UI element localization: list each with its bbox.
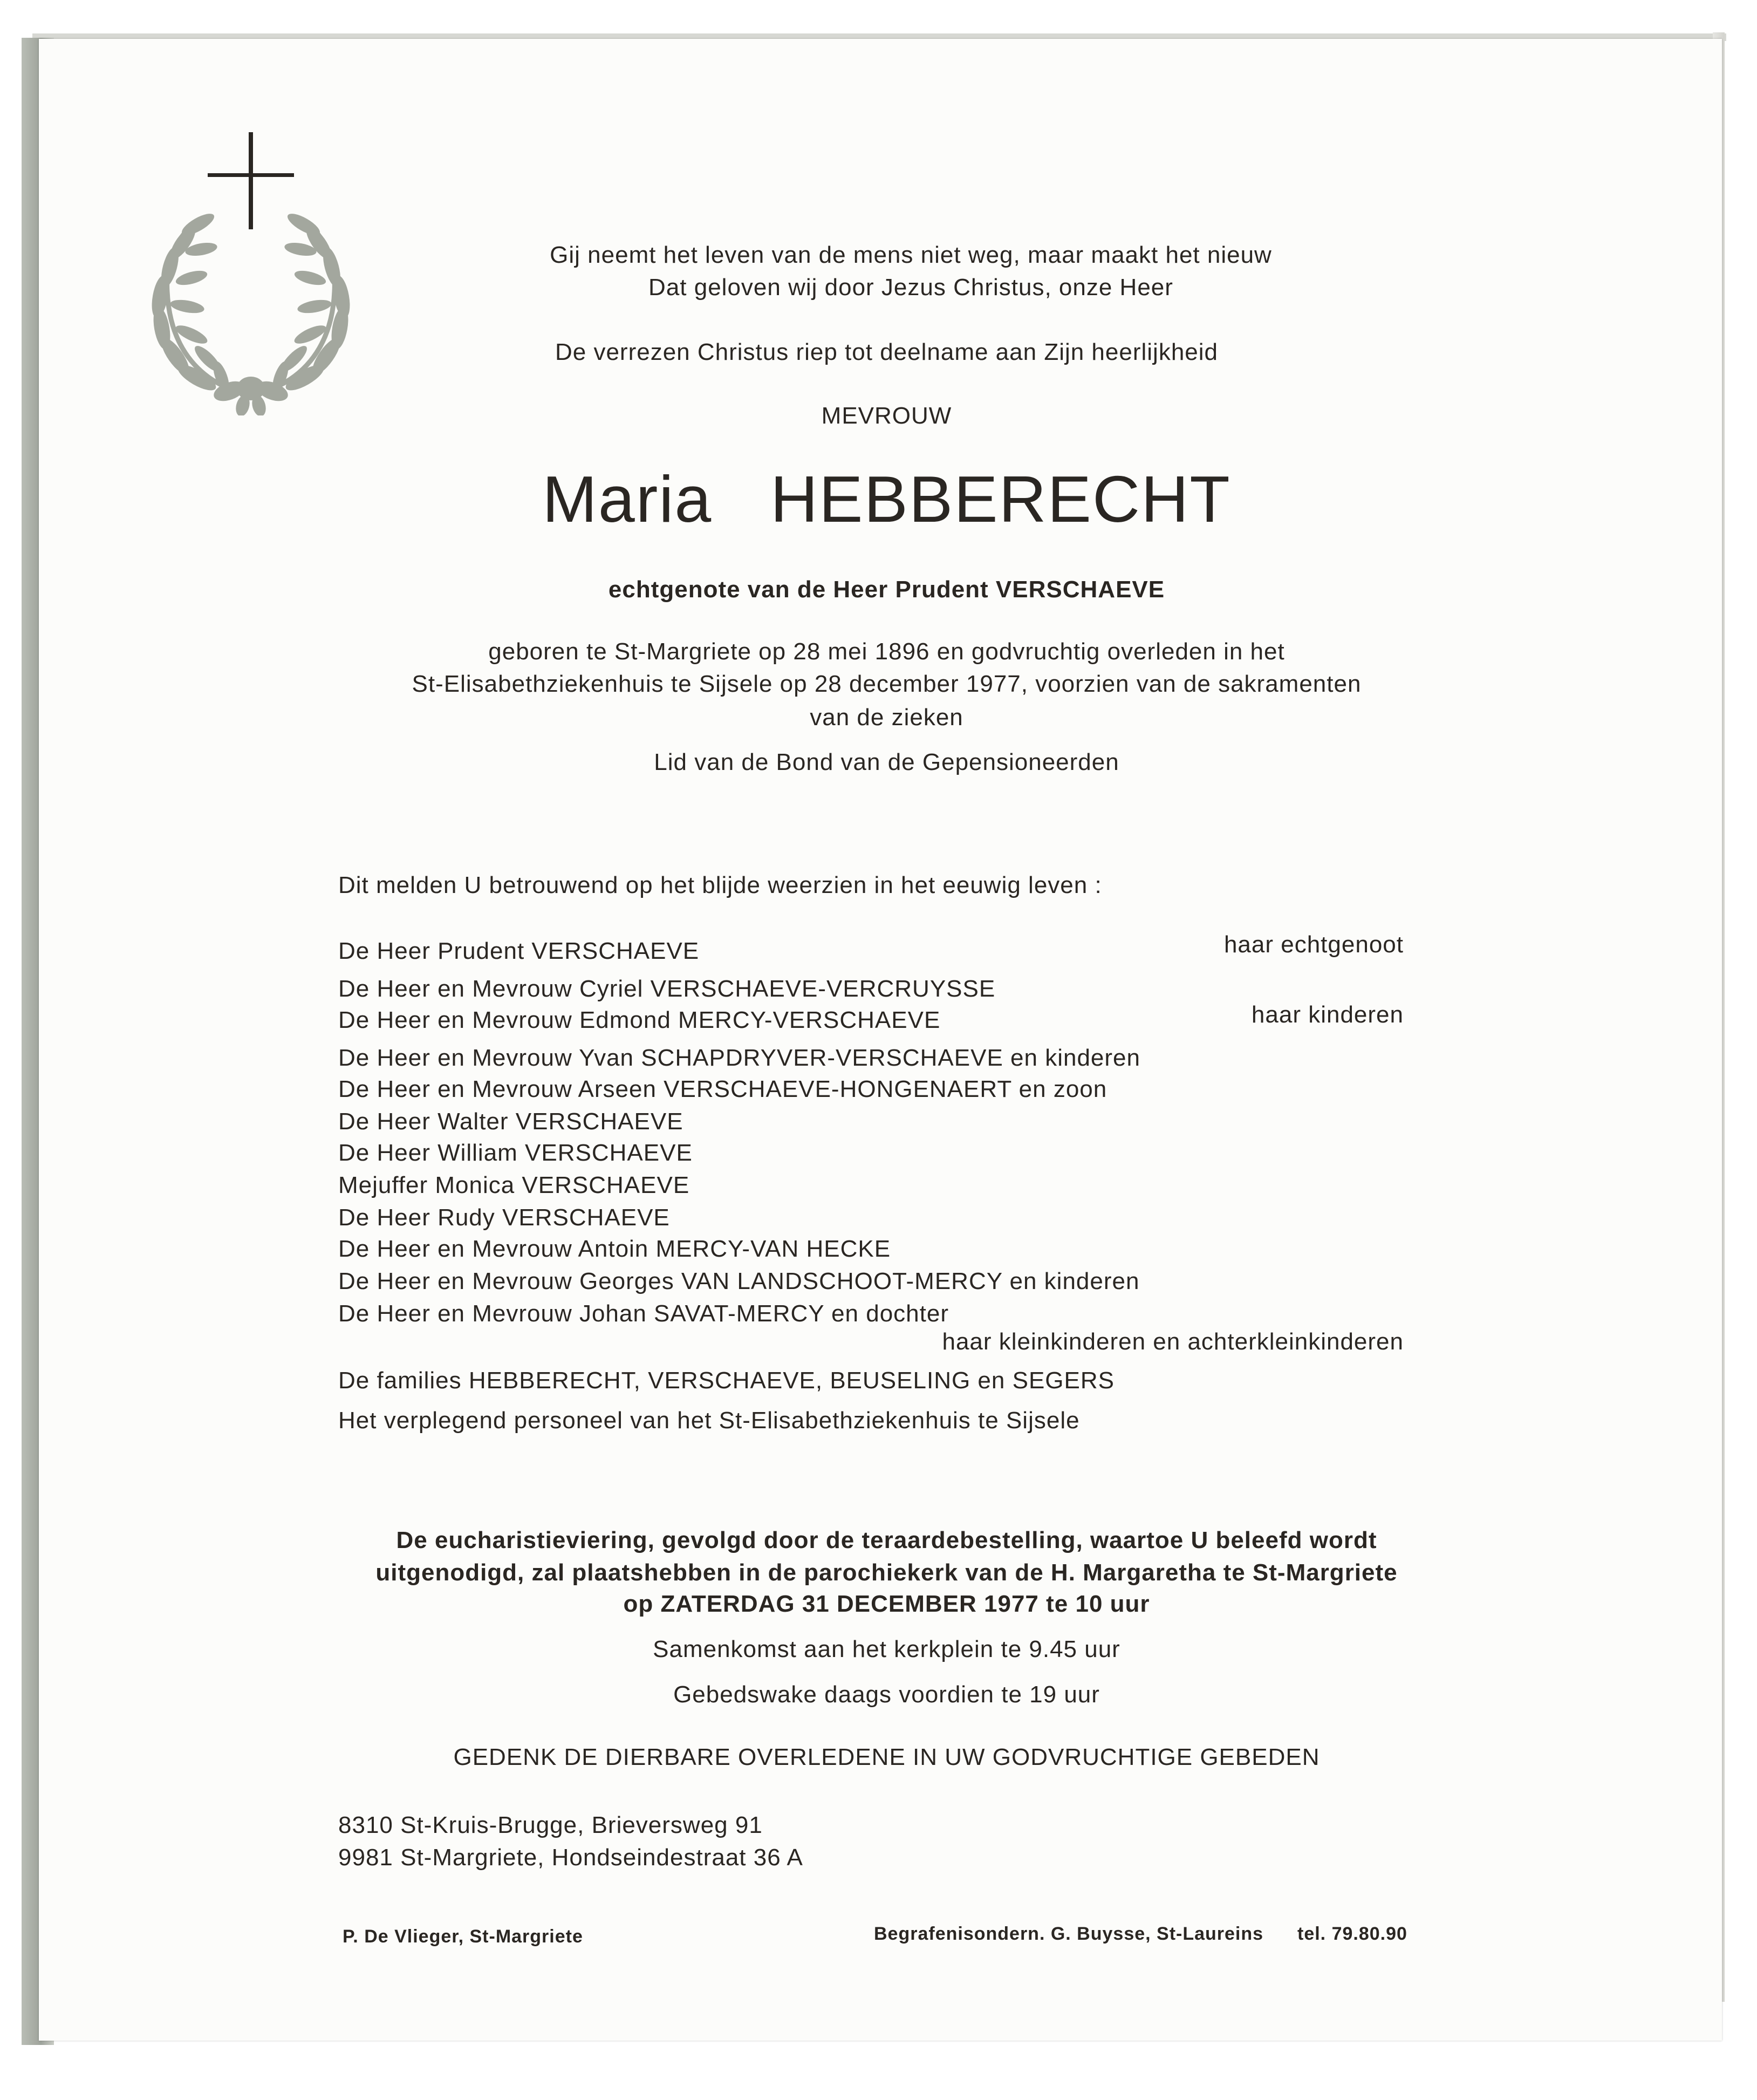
address-line: 9981 St-Margriete, Hondseindestraat 36 A [338,1844,803,1871]
laurel-wreath-icon [138,205,364,415]
service-line-1: De eucharistieviering, gevolgd door de teraardebestelling, waartoe U beleefd wordt [396,1527,1377,1553]
relation-grandchildren: haar kleinkinderen en achterkleinkinderen [942,1328,1404,1355]
mourner-line: De Heer en Mevrouw Georges VAN LANDSCHOOT-MERCY en kinderen [338,1268,1140,1294]
bio-line-3: van de zieken [810,704,963,731]
mourner-line: De Heer en Mevrouw Yvan SCHAPDRYVER-VERSCHAEVE en kinderen [338,1045,1140,1071]
mourner-line: De Heer en Mevrouw Cyriel VERSCHAEVE-VERCRUYSSE [338,976,996,1002]
relation-spouse: haar echtgenoot [1223,931,1404,958]
mourner-line: De Heer en Mevrouw Johan SAVAT-MERCY en dochter [338,1300,949,1327]
mourner-line: De Heer en Mevrouw Arseen VERSCHAEVE-HONGENAERT en zoon [338,1076,1107,1102]
mourner-line: Het verplegend personeel van het St-Elisabethziekenhuis te Sijsele [338,1407,1080,1434]
undertaker-credit: Begrafenisondern. G. Buysse, St-Laureins [874,1924,1264,1944]
spouse-line: echtgenote van de Heer Prudent VERSCHAEVE [608,576,1165,603]
announcement-line: Dit melden U betrouwend op het blijde weerzien in het eeuwig leven : [338,872,1102,898]
vigil-line: Gebedswake daags voordien te 19 uur [673,1681,1100,1708]
gathering-line: Samenkomst aan het kerkplein te 9.45 uur [653,1636,1120,1662]
address-line: 8310 St-Kruis-Brugge, Brieversweg 91 [338,1812,763,1838]
bio-line-1: geboren te St-Margriete op 28 mei 1896 en godvruchtig overleden in het [488,638,1285,665]
deceased-name: Maria HEBBERECHT [542,462,1231,536]
verse-line-1: Gij neemt het leven van de mens niet weg, maar maakt het nieuw [550,242,1272,268]
relation-children: haar kinderen [1251,1001,1404,1028]
mourner-line: De Heer Prudent VERSCHAEVE [338,938,700,964]
salutation: MEVROUW [821,403,952,429]
printer-credit: P. De Vlieger, St-Margriete [343,1926,583,1947]
mourner-line: De Heer Walter VERSCHAEVE [338,1108,683,1135]
service-line-2: uitgenodigd, zal plaatshebben in de parochiekerk van de H. Margaretha te St-Margriete [375,1559,1398,1586]
undertaker-phone: tel. 79.80.90 [1297,1924,1407,1944]
call-line: De verrezen Christus riep tot deelname aan Zijn heerlijkheid [555,339,1219,365]
verse-line-2: Dat geloven wij door Jezus Christus, onze Heer [648,274,1173,301]
remembrance-line: GEDENK DE DIERBARE OVERLEDENE IN UW GODVRUCHTIGE GEBEDEN [453,1744,1320,1770]
mourner-line: Mejuffer Monica VERSCHAEVE [338,1172,690,1198]
mourner-line: De families HEBBERECHT, VERSCHAEVE, BEUSELING en SEGERS [338,1367,1115,1394]
mourner-line: De Heer en Mevrouw Antoin MERCY-VAN HECKE [338,1236,891,1262]
mourner-line: De Heer Rudy VERSCHAEVE [338,1204,670,1231]
service-line-3: op ZATERDAG 31 DECEMBER 1977 te 10 uur [623,1591,1150,1617]
bio-line-2: St-Elisabethziekenhuis te Sijsele op 28 december 1977, voorzien van de sakramenten [412,671,1362,697]
mourner-line: De Heer en Mevrouw Edmond MERCY-VERSCHAEVE [338,1007,941,1033]
mourner-line: De Heer William VERSCHAEVE [338,1140,693,1166]
membership-line: Lid van de Bond van de Gepensioneerden [654,749,1119,775]
